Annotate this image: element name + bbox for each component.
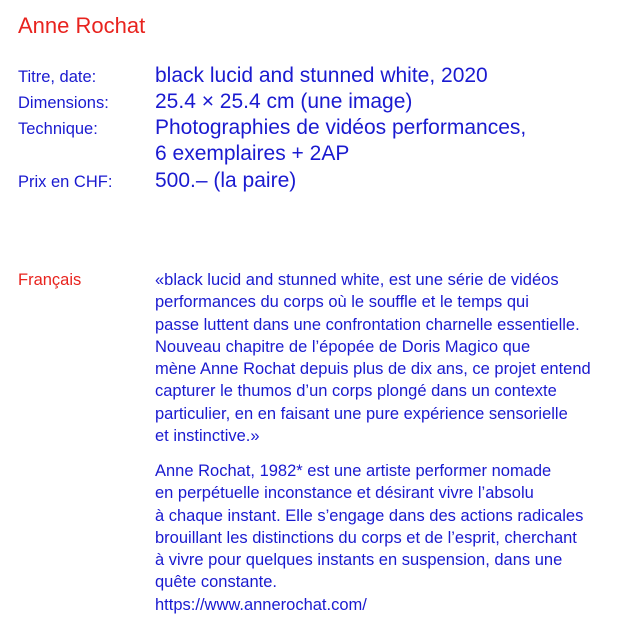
dimensions-label: Dimensions: xyxy=(18,94,109,112)
bio-line: Anne Rochat, 1982* est une artiste performer nomade xyxy=(155,462,552,480)
artist-website-link[interactable]: https://www.annerochat.com/ xyxy=(155,595,367,614)
description-line: Nouveau chapitre de l’épopée de Doris Magico que xyxy=(155,337,531,356)
description-paragraph xyxy=(155,269,635,447)
price-value: 500.– (la paire) xyxy=(155,169,297,192)
technique-value-line-2: 6 exemplaires + 2AP xyxy=(155,142,350,165)
bio-line: à chaque instant. Elle s’engage dans des actions radicales xyxy=(155,506,584,525)
description-line: passe luttent dans une confrontation charnelle essentielle. xyxy=(155,315,580,334)
description-line: particulier, en en faisant une pure expérience sensorielle xyxy=(155,404,568,423)
artist-name: Anne Rochat xyxy=(18,13,146,38)
technique-value-line-1: Photographies de vidéos performances, xyxy=(155,116,527,139)
language-label: Français xyxy=(18,271,82,289)
dimensions-value: 25.4 × 25.4 cm (une image) xyxy=(155,90,413,113)
description-line: mène Anne Rochat depuis plus de dix ans, ce projet entend xyxy=(155,360,591,379)
description-line: et instinctive.» xyxy=(155,427,260,446)
bio-paragraph xyxy=(155,460,635,616)
bio-line: en perpétuelle inconstance et désirant vivre l’absolu xyxy=(155,484,534,503)
description-line: performances du corps où le souffle et le temps qui xyxy=(155,293,529,312)
technique-label: Technique: xyxy=(18,120,98,138)
title-date-value: black lucid and stunned white, 2020 xyxy=(155,64,488,87)
price-label: Prix en CHF: xyxy=(18,173,113,191)
description-line: «black lucid and stunned white, est une série de vidéos xyxy=(155,271,559,289)
bio-line: brouillant les distinctions du corps et de l’esprit, cherchant xyxy=(155,528,577,547)
title-date-label: Titre, date: xyxy=(18,68,97,86)
bio-line: à vivre pour quelques instants en suspension, dans une xyxy=(155,551,563,570)
bio-line: quête constante. xyxy=(155,573,278,592)
description-line: capturer le thumos d’un corps plongé dans un contexte xyxy=(155,382,557,401)
